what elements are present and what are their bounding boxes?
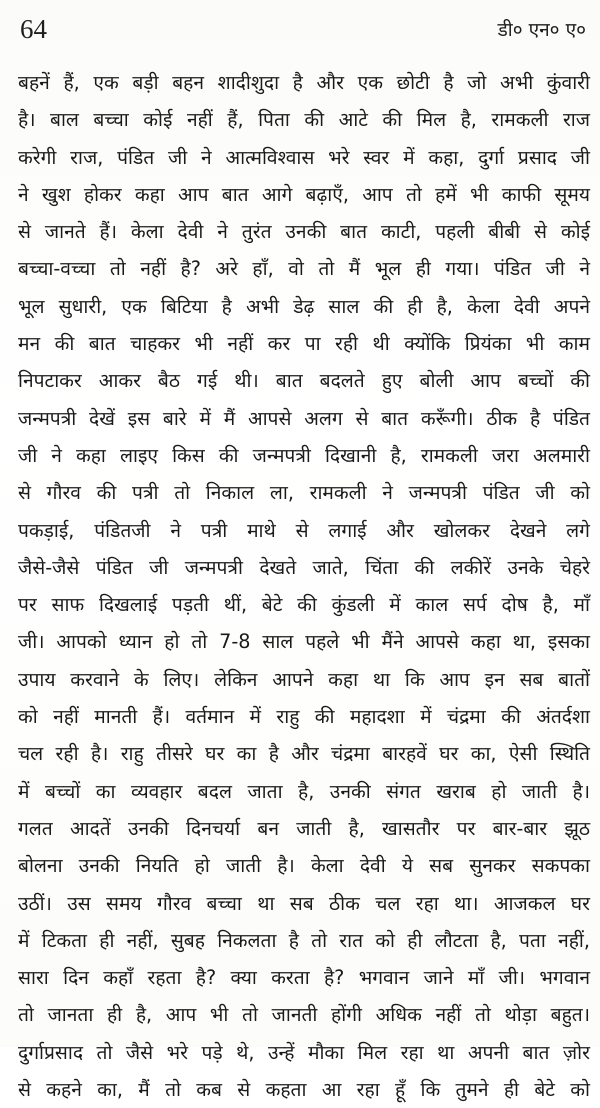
text-line: है। बाल बच्चा कोई नहीं हैं, पिता की आटे की मिल है, रामकली राज [18,108,590,132]
page-number: 64 [20,14,47,44]
text-line: को नहीं मानती हैं। वर्तमान में राहु की महादशा में चंद्रमा की अंतर्दशा [18,705,590,729]
text-line: मन की बात चाहकर भी नहीं कर पा रही थी क्योंकि प्रियंका भी काम [18,332,590,356]
text-line: जी। आपको ध्यान हो तो 7-8 साल पहले भी मैंने आपसे कहा था, इसका [18,630,590,654]
text-line: दुर्गाप्रसाद तो जैसे भरे पड़े थे, उन्हें मौका मिल रहा था अपनी बात ज़ोर [18,1040,590,1064]
text-line: बहनें हैं, एक बड़ी बहन शादीशुदा है और एक छोटी है जो अभी कुंवारी [18,71,590,94]
text-line: बोलना उनकी नियति हो जाती है। केला देवी ये सब सुनकर सकपका [18,854,590,878]
text-line: में बच्चों का व्यवहार बदल जाता है, उनकी संगत खराब हो जाती है। [18,779,590,803]
text-line: से जानते हैं। केला देवी ने तुरंत उनकी बात काटी, पहली बीबी से कोई [18,220,590,244]
body-text [18,64,590,1108]
text-line: जैसे-जैसे पंडित जी जन्मपत्री देखते जाते, चिंता की लकीरें उनके चेहरे [18,555,590,579]
text-line: उठीं। उस समय गौरव बच्चा था सब ठीक चल रहा था। आजकल घर [18,891,590,915]
text-line: गलत आदतें उनकी दिनचर्या बन जाती है, खासतौर पर बार-बार झूठ [18,816,590,840]
text-line: करेगी राज, पंडित जी ने आत्मविश्वास भरे स्वर में कहा, दुर्गा प्रसाद जी [18,145,590,169]
running-title: डी० एन० ए० [497,19,586,41]
text-line: पर साफ दिखलाई पड़ती थीं, बेटे की कुंडली में काल सर्प दोष है, माँ [18,593,590,617]
text-line: से कहने का, मैं तो कब से कहता आ रहा हूँ कि तुमने ही बेटे को [18,1078,590,1102]
page-header [18,8,586,44]
text-line: सारा दिन कहाँ रहता है? क्या करता है? भगवान जाने माँ जी। भगवान [18,966,590,990]
text-line: निपटाकर आकर बैठ गई थी। बात बदलते हुए बोली आप बच्चों की [18,369,590,393]
text-line: ने खुश होकर कहा आप बात आगे बढ़ाएँ, आप तो हमें भी काफी सूमय [18,182,590,206]
text-line: तो जानता ही है, आप भी तो जानती होंगी अधिक नहीं तो थोड़ा बहुत। [18,1003,590,1027]
text-line: में टिकता ही नहीं, सुबह निकलता है तो रात को ही लौटता है, पता नहीं, [18,928,590,952]
text-line: से गौरव की पत्री तो निकाल ला, रामकली ने जन्मपत्री पंडित जी को [18,481,590,505]
text-line: जी ने कहा लाइए किस की जन्मपत्री दिखानी है, रामकली जरा अलमारी [18,443,590,467]
text-line: पकड़ाई, पंडितजी ने पत्री माथे से लगाई और खोलकर देखने लगे [18,518,590,542]
text-line: बच्चा-वच्चा तो नहीं है? अरे हाँ, वो तो मैं भूल ही गया। पंडित जी ने [18,257,590,281]
text-line: भूल सुधारी, एक बिटिया है अभी डेढ़ साल की ही है, केला देवी अपने [18,294,590,318]
text-line: चल रही है। राहु तीसरे घर का है और चंद्रमा बारहवें घर का, ऐसी स्थिति [18,742,590,766]
text-line: जन्मपत्री देखें इस बारे में मैं आपसे अलग से बात करूँगी। ठीक है पंडित [18,406,590,430]
text-line: उपाय करवाने के लिए। लेकिन आपने कहा था कि आप इन सब बातों [18,667,590,691]
